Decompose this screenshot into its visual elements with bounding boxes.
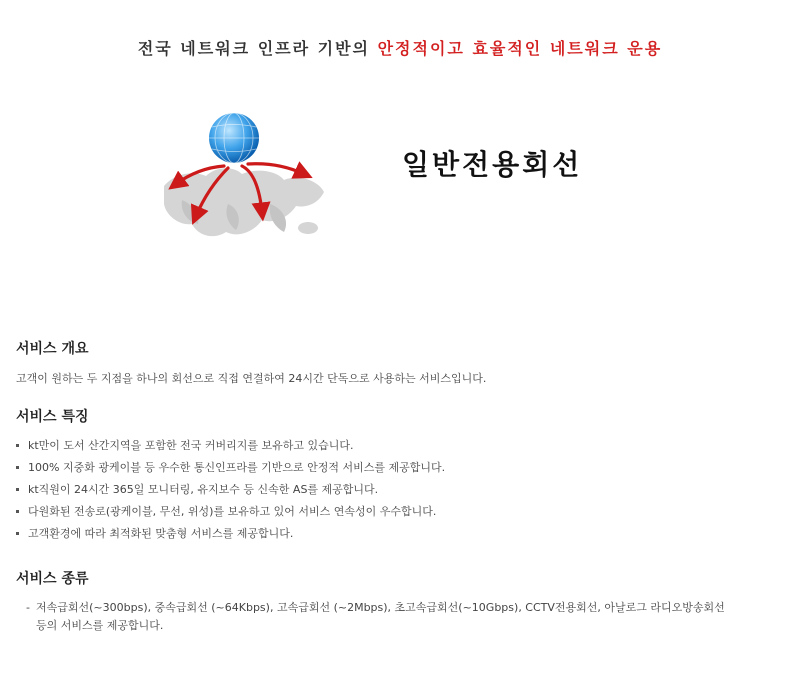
feature-list-item bbox=[16, 460, 445, 482]
top-banner bbox=[0, 36, 800, 59]
feature-text: 고객환경에 따라 최적화된 맞춤형 서비스를 제공합니다. bbox=[28, 527, 294, 540]
feature-text: kt만이 도서 산간지역을 포함한 전국 커버리지를 보유하고 있습니다. bbox=[28, 439, 354, 452]
banner-accent-text: 안정적이고 효율적인 네트워크 운용 bbox=[377, 39, 663, 58]
feature-text: 다원화된 전송로(광케이블, 무선, 위성)를 보유하고 있어 서비스 연속성이 우수합니다. bbox=[28, 505, 437, 518]
banner-lead-text: 전국 네트워크 인프라 기반의 bbox=[137, 39, 378, 58]
types-description bbox=[26, 599, 796, 635]
features-list bbox=[16, 438, 445, 548]
feature-list-item bbox=[16, 482, 445, 504]
overview-text: 고객이 원하는 두 지점을 하나의 회선으로 직접 연결하여 24시간 단독으로 사용하는 서비스입니다. bbox=[16, 372, 487, 385]
types-line-1-text: 저속급회선(~300bps), 중속급회선 (~64Kbps), 고속급회선 (~2Mbps), 초고속급회선(~10Gbps), CCTV전용회선, 아날로그 라디오방송회선 bbox=[36, 601, 725, 614]
feature-list-item bbox=[16, 504, 445, 526]
feature-text: kt직원이 24시간 365일 모니터링, 유지보수 등 신속한 AS를 제공합니다. bbox=[28, 483, 379, 496]
feature-list-item bbox=[16, 526, 445, 548]
bullet-icon bbox=[16, 510, 19, 513]
types-line-1 bbox=[26, 599, 796, 617]
bullet-icon bbox=[16, 532, 19, 535]
overview-section-title: 서비스 개요 bbox=[16, 341, 89, 357]
feature-list-item bbox=[16, 438, 445, 460]
bullet-icon bbox=[16, 488, 19, 491]
bullet-icon bbox=[16, 466, 19, 469]
types-line-2: 등의 서비스를 제공합니다. bbox=[36, 619, 164, 632]
types-section-title: 서비스 종류 bbox=[16, 571, 89, 587]
service-name-title: 일반전용회선 bbox=[402, 148, 583, 181]
feature-text: 100% 지중화 광케이블 등 우수한 통신인프라를 기반으로 안정적 서비스를 제공합니다. bbox=[28, 461, 446, 474]
features-section-title: 서비스 특징 bbox=[16, 409, 89, 425]
dash-icon: - bbox=[26, 601, 30, 614]
globe-network-icon bbox=[158, 108, 330, 248]
bullet-icon bbox=[16, 444, 19, 447]
